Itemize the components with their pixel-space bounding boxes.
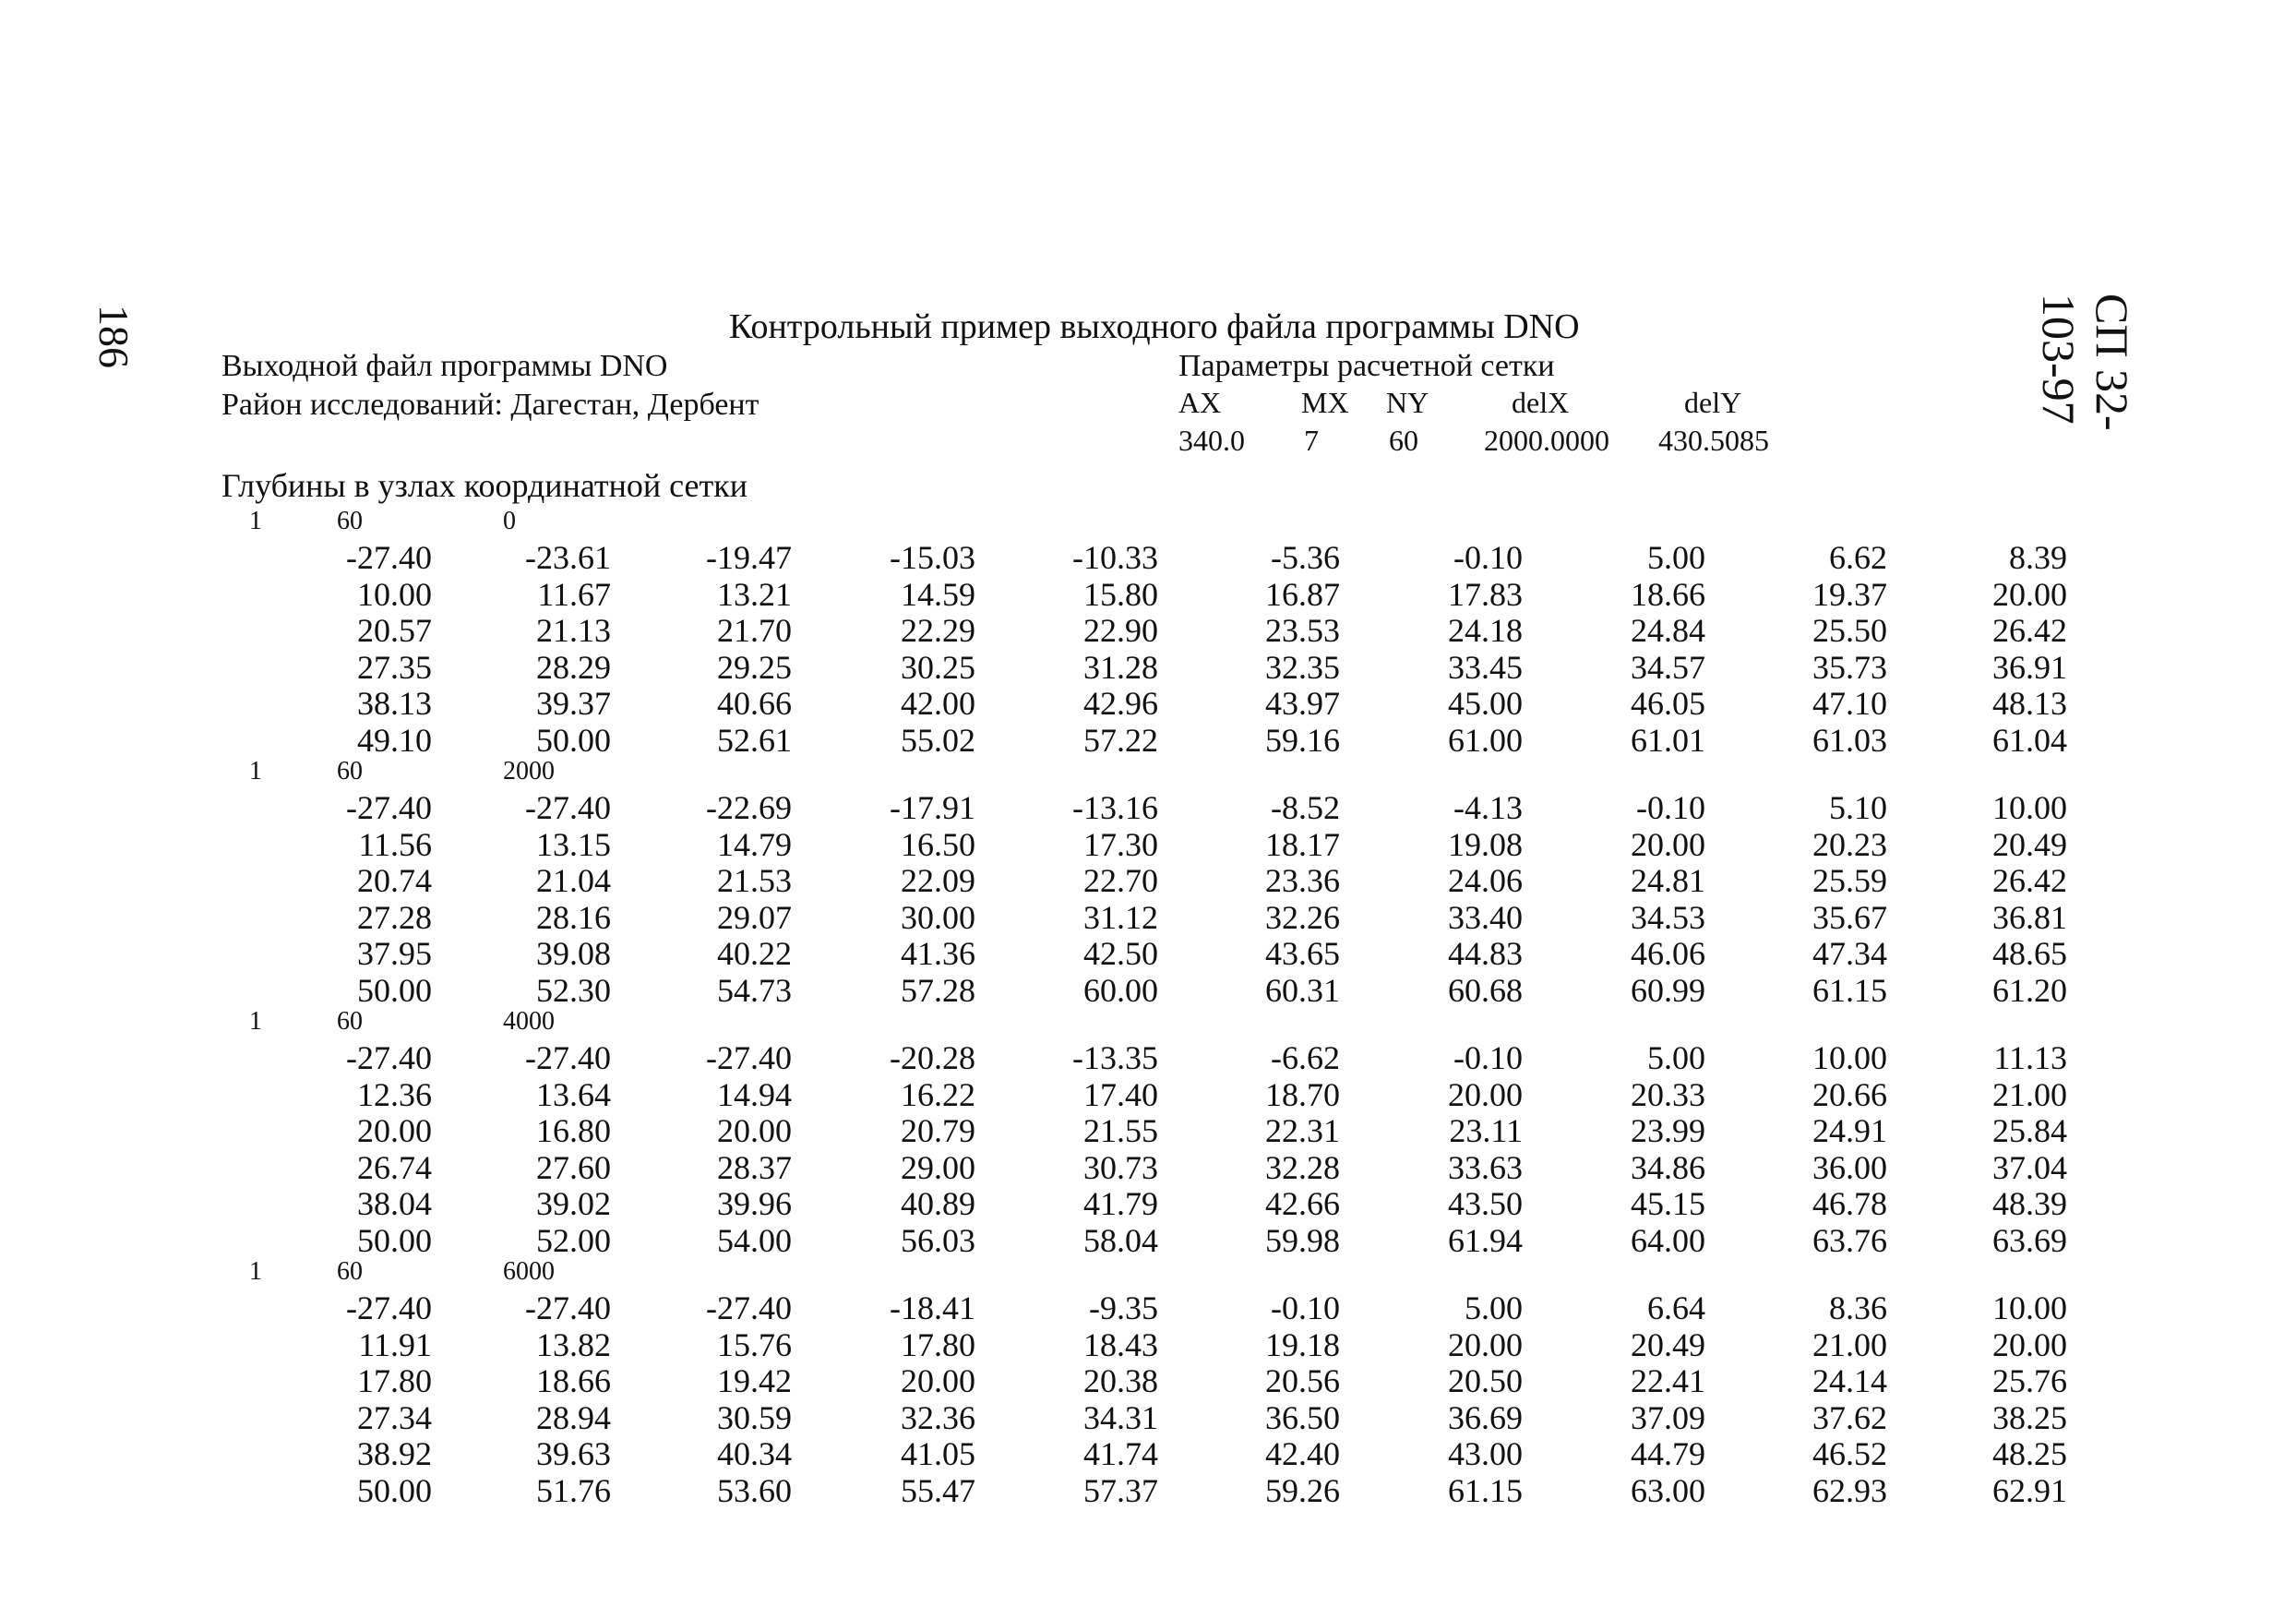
depth-cell: 52.61: [717, 721, 792, 759]
depth-cell: 18.43: [1083, 1325, 1158, 1363]
depth-cell: 29.07: [717, 898, 792, 936]
depth-cell: 14.94: [717, 1075, 792, 1113]
depth-cell: 17.30: [1083, 825, 1158, 863]
depth-cell: 43.00: [1448, 1435, 1523, 1472]
depth-cell: 43.97: [1265, 685, 1340, 722]
depth-cell: 25.59: [1812, 862, 1887, 899]
depth-cell: 20.49: [1631, 1325, 1705, 1363]
depth-cell: 21.53: [717, 862, 792, 899]
depth-cell: 36.81: [1992, 898, 2067, 936]
depth-cell: 44.79: [1631, 1435, 1705, 1472]
depth-cell: 23.99: [1631, 1112, 1705, 1149]
depth-cell: -4.13: [1453, 789, 1523, 826]
depth-cell: 27.35: [357, 648, 432, 686]
depth-cell: 30.73: [1083, 1148, 1158, 1186]
depth-cell: 33.45: [1448, 648, 1523, 686]
depth-cell: 64.00: [1631, 1221, 1705, 1259]
depth-cell: 34.86: [1631, 1148, 1705, 1186]
depth-cell: 50.00: [357, 971, 432, 1009]
block-header-value: 1: [249, 507, 262, 535]
depth-cell: 27.28: [357, 898, 432, 936]
depth-cell: 25.76: [1992, 1362, 2067, 1399]
depth-cell: 39.63: [536, 1435, 611, 1472]
depth-cell: 45.15: [1631, 1185, 1705, 1222]
depth-cell: 25.84: [1992, 1112, 2067, 1149]
depth-cell: 41.05: [901, 1435, 975, 1472]
depth-cell: 59.16: [1265, 721, 1340, 759]
depth-cell: 16.22: [901, 1075, 975, 1113]
depth-cell: 48.65: [1992, 935, 2067, 972]
depth-cell: 63.69: [1992, 1221, 2067, 1259]
document-code: СП 32-103-97: [2033, 294, 2138, 431]
depth-cell: 55.02: [901, 721, 975, 759]
depth-cell: 42.96: [1083, 685, 1158, 722]
depth-cell: -20.28: [890, 1039, 975, 1076]
depth-cell: 35.73: [1812, 648, 1887, 686]
depth-cell: -19.47: [706, 539, 792, 576]
depth-cell: 10.00: [1992, 789, 2067, 826]
block-header-value: 4000: [503, 1007, 555, 1036]
depth-cell: 17.80: [357, 1362, 432, 1399]
depth-cell: 47.10: [1812, 685, 1887, 722]
depth-cell: -5.36: [1271, 539, 1340, 576]
depth-cell: 20.00: [1992, 575, 2067, 613]
depth-cell: 40.89: [901, 1185, 975, 1222]
depth-cell: 24.18: [1448, 612, 1523, 649]
depth-cell: 23.53: [1265, 612, 1340, 649]
depth-cell: 6.64: [1647, 1289, 1705, 1326]
depth-cell: 41.79: [1083, 1185, 1158, 1222]
depth-cell: -0.10: [1453, 539, 1523, 576]
depth-cell: 5.00: [1647, 539, 1705, 576]
depth-cell: 42.50: [1083, 935, 1158, 972]
depth-cell: -0.10: [1636, 789, 1705, 826]
depth-cell: 14.59: [901, 575, 975, 613]
depth-cell: 10.00: [357, 575, 432, 613]
depth-cell: 27.60: [536, 1148, 611, 1186]
depth-cell: 31.28: [1083, 648, 1158, 686]
depth-cell: 30.00: [901, 898, 975, 936]
param-name-delx: delX: [1512, 386, 1570, 419]
param-value-ny: 60: [1389, 424, 1418, 457]
depth-cell: 19.37: [1812, 575, 1887, 613]
depth-cell: 10.00: [1992, 1289, 2067, 1326]
depth-cell: 63.00: [1631, 1471, 1705, 1509]
depth-cell: 36.50: [1265, 1398, 1340, 1436]
depth-cell: 21.04: [536, 862, 611, 899]
depth-cell: -9.35: [1089, 1289, 1158, 1326]
depth-cell: 13.82: [536, 1325, 611, 1363]
depth-cell: 63.76: [1812, 1221, 1887, 1259]
depth-cell: 40.66: [717, 685, 792, 722]
depth-cell: 20.57: [357, 612, 432, 649]
depth-cell: 37.09: [1631, 1398, 1705, 1436]
depth-cell: 31.12: [1083, 898, 1158, 936]
depth-cell: 20.50: [1448, 1362, 1523, 1399]
depth-cell: 46.06: [1631, 935, 1705, 972]
depth-cell: 43.50: [1448, 1185, 1523, 1222]
depth-cell: 20.74: [357, 862, 432, 899]
depth-cell: -8.52: [1271, 789, 1340, 826]
depth-cell: 10.00: [1812, 1039, 1887, 1076]
depth-cell: 58.04: [1083, 1221, 1158, 1259]
depth-cell: 23.11: [1449, 1112, 1523, 1149]
depth-cell: 41.74: [1083, 1435, 1158, 1472]
depth-cell: 39.02: [536, 1185, 611, 1222]
depth-cell: 13.15: [536, 825, 611, 863]
research-area-label: Район исследований: Дагестан, Дербент: [221, 388, 759, 422]
param-name-mx: MX: [1301, 386, 1349, 419]
depth-cell: 61.00: [1448, 721, 1523, 759]
depth-cell: 46.05: [1631, 685, 1705, 722]
depth-cell: 43.65: [1265, 935, 1340, 972]
depth-cell: 21.13: [536, 612, 611, 649]
depth-cell: 20.23: [1812, 825, 1887, 863]
block-header-value: 60: [337, 1257, 363, 1286]
depth-cell: 38.04: [357, 1185, 432, 1222]
depth-cell: 22.31: [1265, 1112, 1340, 1149]
page-number: 186: [90, 305, 138, 368]
depth-cell: 48.39: [1992, 1185, 2067, 1222]
depth-cell: 20.49: [1992, 825, 2067, 863]
block-header-value: 0: [503, 507, 516, 535]
depth-cell: 18.66: [1631, 575, 1705, 613]
depth-cell: 15.80: [1083, 575, 1158, 613]
depth-cell: 59.26: [1265, 1471, 1340, 1509]
depth-cell: 21.00: [1812, 1325, 1887, 1363]
depth-cell: -15.03: [890, 539, 975, 576]
param-name-ax: AX: [1178, 386, 1222, 419]
depth-cell: 44.83: [1448, 935, 1523, 972]
depth-cell: 46.52: [1812, 1435, 1887, 1472]
depth-cell: -27.40: [525, 1289, 611, 1326]
depth-cell: -18.41: [890, 1289, 975, 1326]
depth-cell: 24.84: [1631, 612, 1705, 649]
grid-params-title: Параметры расчетной сетки: [1178, 349, 1555, 383]
depth-cell: 17.80: [901, 1325, 975, 1363]
depth-cell: 19.18: [1265, 1325, 1340, 1363]
depth-cell: 20.00: [357, 1112, 432, 1149]
depth-cell: 42.00: [901, 685, 975, 722]
depth-cell: 20.38: [1083, 1362, 1158, 1399]
depth-cell: 15.76: [717, 1325, 792, 1363]
depth-cell: 60.00: [1083, 971, 1158, 1009]
depth-cell: 52.00: [536, 1221, 611, 1259]
depth-cell: 21.70: [717, 612, 792, 649]
depth-cell: 25.50: [1812, 612, 1887, 649]
depth-cell: 37.95: [357, 935, 432, 972]
depth-cell: 19.42: [717, 1362, 792, 1399]
depth-cell: 17.40: [1083, 1075, 1158, 1113]
depth-cell: 22.70: [1083, 862, 1158, 899]
depth-cell: 50.00: [536, 721, 611, 759]
depth-cell: 5.00: [1465, 1289, 1523, 1326]
depth-cell: 40.34: [717, 1435, 792, 1472]
depth-cell: 22.90: [1083, 612, 1158, 649]
block-header-value: 2000: [503, 757, 555, 786]
depth-cell: 11.13: [1993, 1039, 2067, 1076]
depth-cell: 39.96: [717, 1185, 792, 1222]
depth-cell: 26.42: [1992, 612, 2067, 649]
depth-cell: 32.35: [1265, 648, 1340, 686]
depth-cell: 20.56: [1265, 1362, 1340, 1399]
depth-cell: 20.00: [1992, 1325, 2067, 1363]
block-header-value: 6000: [503, 1257, 555, 1286]
depth-cell: 35.67: [1812, 898, 1887, 936]
depth-cell: 20.79: [901, 1112, 975, 1149]
depth-cell: -13.35: [1072, 1039, 1158, 1076]
depth-cell: -27.40: [346, 789, 432, 826]
depth-cell: -6.62: [1271, 1039, 1340, 1076]
depth-cell: 39.37: [536, 685, 611, 722]
depth-cell: -27.40: [525, 789, 611, 826]
depth-cell: 22.09: [901, 862, 975, 899]
depth-cell: 51.76: [536, 1471, 611, 1509]
depth-cell: 17.83: [1448, 575, 1523, 613]
depth-cell: 8.36: [1829, 1289, 1887, 1326]
depth-cell: 33.63: [1448, 1148, 1523, 1186]
depth-cell: 57.28: [901, 971, 975, 1009]
depth-cell: 38.92: [357, 1435, 432, 1472]
depth-cell: 59.98: [1265, 1221, 1340, 1259]
depth-cell: 26.42: [1992, 862, 2067, 899]
depth-cell: 61.15: [1448, 1471, 1523, 1509]
depth-cell: -23.61: [525, 539, 611, 576]
depth-cell: 5.10: [1829, 789, 1887, 826]
depth-cell: 23.36: [1265, 862, 1340, 899]
block-header-value: 1: [249, 1257, 262, 1286]
depth-cell: 20.00: [1631, 825, 1705, 863]
depth-cell: 11.91: [358, 1325, 432, 1363]
depth-cell: 36.69: [1448, 1398, 1523, 1436]
param-value-dely: 430.5085: [1658, 424, 1769, 457]
depth-cell: -27.40: [346, 539, 432, 576]
depth-cell: 27.34: [357, 1398, 432, 1436]
depth-cell: 22.41: [1631, 1362, 1705, 1399]
depth-cell: 34.53: [1631, 898, 1705, 936]
depth-cell: -27.40: [706, 1039, 792, 1076]
depth-cell: 13.21: [717, 575, 792, 613]
depth-cell: 38.25: [1992, 1398, 2067, 1436]
depth-cell: 62.93: [1812, 1471, 1887, 1509]
depth-cell: 60.99: [1631, 971, 1705, 1009]
depth-cell: 20.66: [1812, 1075, 1887, 1113]
depth-cell: 38.13: [357, 685, 432, 722]
depth-cell: 24.06: [1448, 862, 1523, 899]
depth-cell: 29.00: [901, 1148, 975, 1186]
depth-cell: 61.20: [1992, 971, 2067, 1009]
depth-cell: 20.33: [1631, 1075, 1705, 1113]
depth-cell: -27.40: [706, 1289, 792, 1326]
param-value-ax: 340.0: [1178, 424, 1245, 457]
depth-cell: 28.16: [536, 898, 611, 936]
page-title: Контрольный пример выходного файла программы DNO: [729, 307, 1580, 346]
depth-cell: 61.03: [1812, 721, 1887, 759]
depth-cell: 47.34: [1812, 935, 1887, 972]
depth-cell: 40.22: [717, 935, 792, 972]
depth-cell: -17.91: [890, 789, 975, 826]
depth-cell: 50.00: [357, 1221, 432, 1259]
block-header-value: 1: [249, 1007, 262, 1036]
depth-cell: 42.66: [1265, 1185, 1340, 1222]
depth-cell: 36.00: [1812, 1148, 1887, 1186]
depth-cell: 12.36: [357, 1075, 432, 1113]
param-value-delx: 2000.0000: [1484, 424, 1609, 457]
depth-cell: 28.94: [536, 1398, 611, 1436]
depth-cell: 37.62: [1812, 1398, 1887, 1436]
depth-cell: -27.40: [346, 1289, 432, 1326]
depth-cell: 21.55: [1083, 1112, 1158, 1149]
depth-cell: 54.00: [717, 1221, 792, 1259]
depth-cell: -13.16: [1072, 789, 1158, 826]
depth-cell: 61.01: [1631, 721, 1705, 759]
depth-cell: 45.00: [1448, 685, 1523, 722]
depth-cell: 18.70: [1265, 1075, 1340, 1113]
depth-cell: 13.64: [536, 1075, 611, 1113]
depth-cell: 62.91: [1992, 1471, 2067, 1509]
depth-cell: 18.17: [1265, 825, 1340, 863]
depth-cell: 33.40: [1448, 898, 1523, 936]
depth-cell: 48.13: [1992, 685, 2067, 722]
depth-cell: -22.69: [706, 789, 792, 826]
depth-cell: 18.66: [536, 1362, 611, 1399]
depth-cell: 19.08: [1448, 825, 1523, 863]
depth-cell: 60.68: [1448, 971, 1523, 1009]
depth-cell: 14.79: [717, 825, 792, 863]
depth-cell: -27.40: [346, 1039, 432, 1076]
depth-cell: 54.73: [717, 971, 792, 1009]
depth-cell: 32.36: [901, 1398, 975, 1436]
depth-cell: 52.30: [536, 971, 611, 1009]
depth-cell: 24.81: [1631, 862, 1705, 899]
param-name-dely: delY: [1684, 386, 1742, 419]
depth-cell: 57.22: [1083, 721, 1158, 759]
depth-cell: 24.14: [1812, 1362, 1887, 1399]
depth-cell: 30.59: [717, 1398, 792, 1436]
depth-cell: 34.57: [1631, 648, 1705, 686]
depth-cell: 61.94: [1448, 1221, 1523, 1259]
depth-cell: 60.31: [1265, 971, 1340, 1009]
block-header-value: 1: [249, 757, 262, 786]
depth-cell: 39.08: [536, 935, 611, 972]
depth-cell: -0.10: [1453, 1039, 1523, 1076]
depth-cell: 49.10: [357, 721, 432, 759]
depth-cell: 28.29: [536, 648, 611, 686]
block-header-value: 60: [337, 757, 363, 786]
depth-cell: 11.67: [537, 575, 611, 613]
depth-cell: 46.78: [1812, 1185, 1887, 1222]
depth-cell: 26.74: [357, 1148, 432, 1186]
depth-cell: 61.15: [1812, 971, 1887, 1009]
depth-cell: 37.04: [1992, 1148, 2067, 1186]
depth-cell: 56.03: [901, 1221, 975, 1259]
block-header-value: 60: [337, 1007, 363, 1036]
depth-cell: 11.56: [358, 825, 432, 863]
depth-cell: 20.00: [717, 1112, 792, 1149]
depth-cell: 32.26: [1265, 898, 1340, 936]
depth-cell: 61.04: [1992, 721, 2067, 759]
depth-cell: 22.29: [901, 612, 975, 649]
depth-cell: 8.39: [2009, 539, 2067, 576]
depth-cell: 20.00: [901, 1362, 975, 1399]
depth-cell: 21.00: [1992, 1075, 2067, 1113]
depth-cell: -27.40: [525, 1039, 611, 1076]
depth-cell: -0.10: [1271, 1289, 1340, 1326]
depth-cell: 16.87: [1265, 575, 1340, 613]
depth-cell: 30.25: [901, 648, 975, 686]
section-title: Глубины в узлах координатной сетки: [221, 467, 748, 504]
depth-cell: 57.37: [1083, 1471, 1158, 1509]
depth-cell: 28.37: [717, 1148, 792, 1186]
depth-cell: 42.40: [1265, 1435, 1340, 1472]
depth-cell: 5.00: [1647, 1039, 1705, 1076]
block-header-value: 60: [337, 507, 363, 535]
output-file-label: Выходной файл программы DNO: [221, 349, 668, 383]
depth-cell: 50.00: [357, 1471, 432, 1509]
depth-cell: 34.31: [1083, 1398, 1158, 1436]
depth-cell: 36.91: [1992, 648, 2067, 686]
depth-cell: 24.91: [1812, 1112, 1887, 1149]
depth-cell: 32.28: [1265, 1148, 1340, 1186]
depth-cell: 29.25: [717, 648, 792, 686]
depth-cell: -10.33: [1072, 539, 1158, 576]
depth-cell: 41.36: [901, 935, 975, 972]
depth-cell: 16.50: [901, 825, 975, 863]
depth-cell: 6.62: [1829, 539, 1887, 576]
depth-cell: 55.47: [901, 1471, 975, 1509]
param-name-ny: NY: [1386, 386, 1429, 419]
depth-cell: 53.60: [717, 1471, 792, 1509]
param-value-mx: 7: [1304, 424, 1319, 457]
depth-cell: 20.00: [1448, 1075, 1523, 1113]
depth-cell: 16.80: [536, 1112, 611, 1149]
depth-cell: 48.25: [1992, 1435, 2067, 1472]
depth-cell: 20.00: [1448, 1325, 1523, 1363]
